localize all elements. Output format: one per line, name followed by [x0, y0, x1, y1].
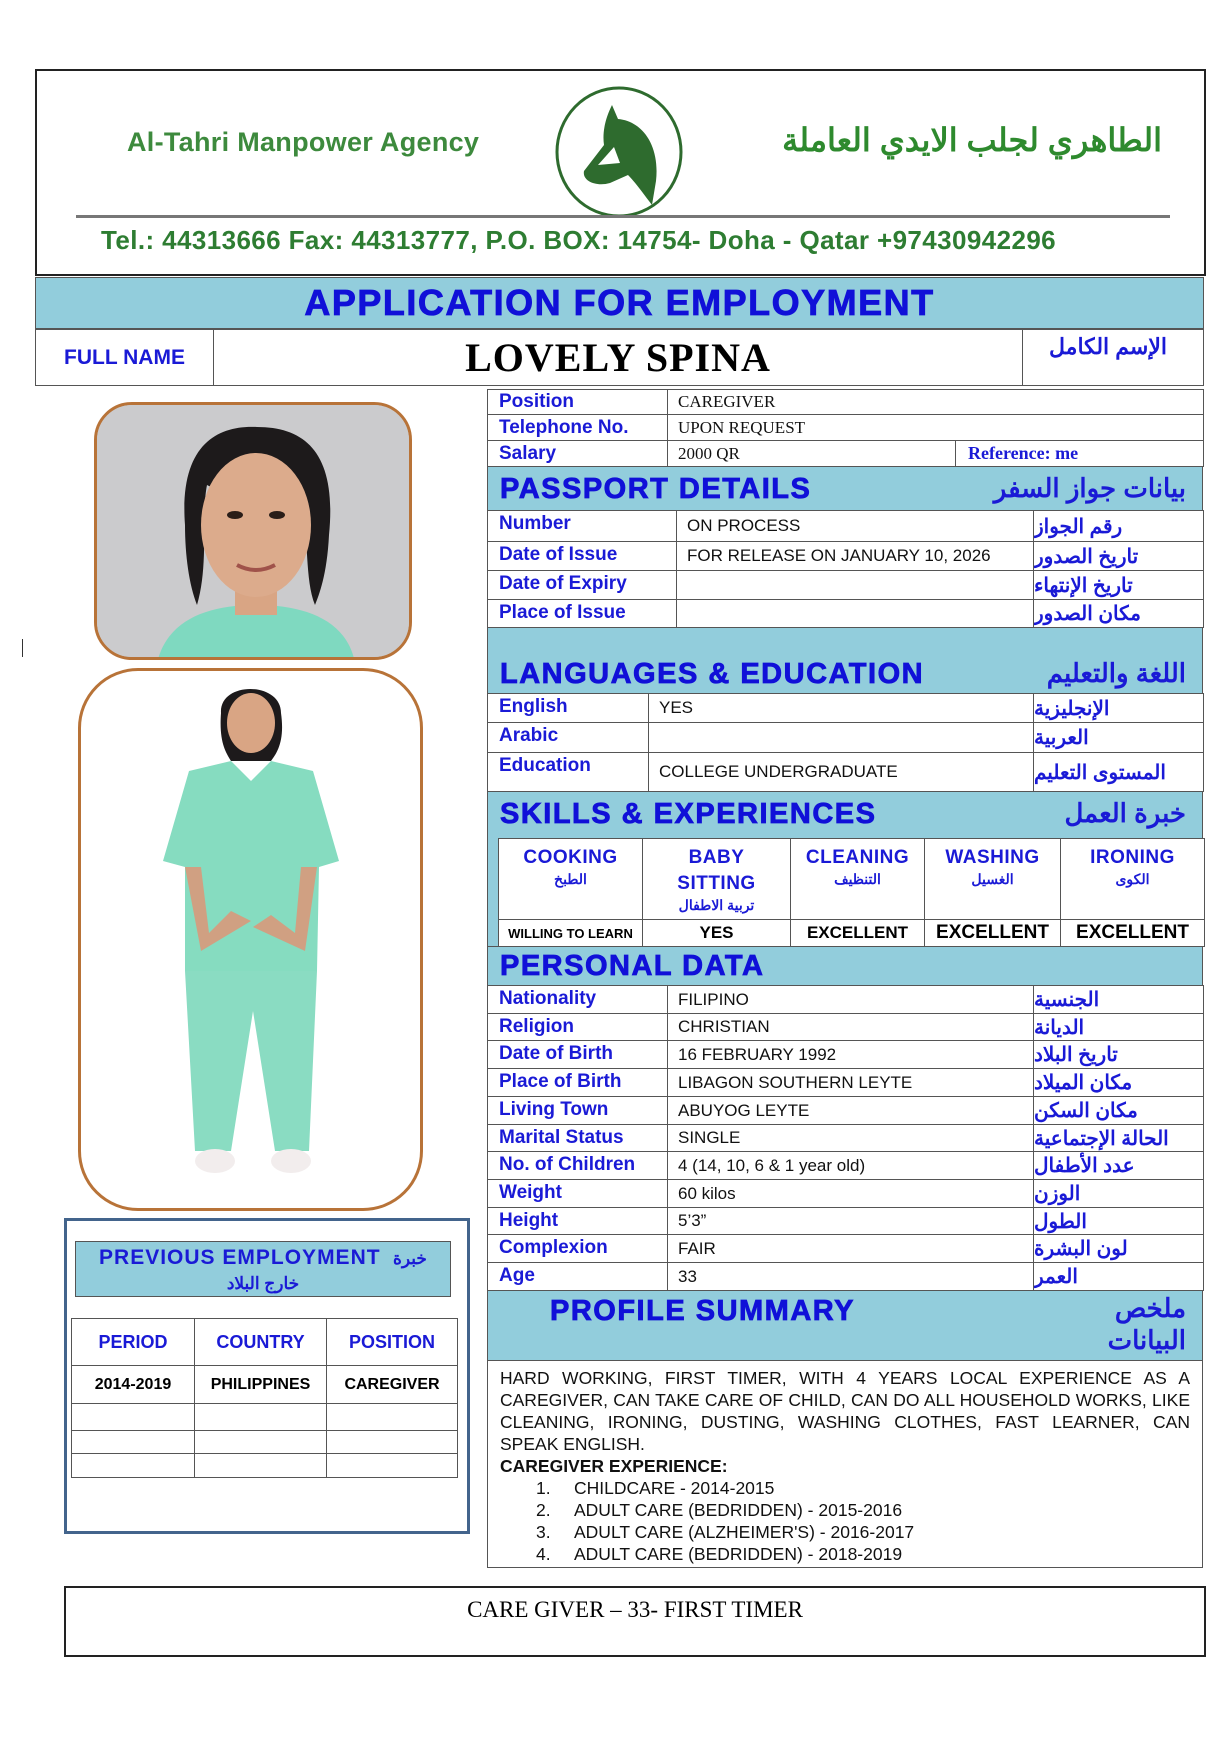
letterhead	[35, 69, 1206, 276]
field-value	[676, 599, 1034, 628]
profile-text-text: HARD WORKING, FIRST TIMER, WITH 4 YEARS LOCAL EXPERIENCE AS A CAREGIVER, CAN TAKE CARE OF CHILD, CAN DO ALL HOUSEHOLD WORKS, LIKE CLEANING, IRONING, DUSTING, WASHING CLOTHES, FAST LEARNER, CAN SPEAK ENGLISH.	[500, 1368, 1190, 1454]
previous-employment-title-ar-1: خبرة	[393, 1249, 427, 1268]
field-label-text: Salary	[499, 442, 557, 464]
profile-text	[500, 1367, 1190, 1455]
table-cell	[194, 1430, 327, 1454]
skills-header-title-ar	[1064, 798, 1196, 829]
field-label-text: Education	[499, 755, 591, 776]
field-value-text: 60 kilos	[678, 1183, 736, 1203]
field-value-text: CAREGIVER	[678, 392, 776, 411]
field-label	[487, 722, 649, 753]
table-cell	[194, 1453, 327, 1478]
previous-employment-header	[75, 1241, 451, 1297]
field-value-text: FOR RELEASE ON JANUARY 10, 2026	[687, 546, 991, 565]
field-value-text: SINGLE	[678, 1128, 741, 1147]
footer-summary: CARE GIVER – 33- FIRST TIMER	[467, 1597, 803, 1622]
column-header	[326, 1318, 458, 1366]
field-label-ar	[1033, 1207, 1204, 1235]
field-label-ar	[1033, 1179, 1204, 1208]
skill-level-text: EXCELLENT	[936, 922, 1049, 943]
skill-4	[1060, 838, 1205, 920]
experience-number: 3.	[536, 1522, 551, 1542]
field-label-ar	[1033, 693, 1204, 723]
skill-name	[793, 845, 923, 871]
skill-level-text: WILLING TO LEARN	[508, 925, 633, 941]
skills-header-title-ar-text: خبرة العمل	[1064, 798, 1186, 828]
table-cell	[71, 1365, 195, 1404]
skill-level-text: EXCELLENT	[806, 923, 909, 942]
table-cell-text: CAREGIVER	[344, 1375, 440, 1393]
skill-2	[790, 838, 925, 920]
field-label	[487, 389, 668, 415]
field-label-ar-text: رقم الجواز	[1034, 515, 1123, 538]
skill-name-ar-text: الطبخ	[554, 871, 587, 887]
field-value	[667, 389, 1204, 415]
field-label	[487, 693, 649, 723]
field-value	[667, 1179, 1034, 1208]
field-label-text: Number	[499, 513, 571, 534]
languages-header-title	[500, 658, 924, 691]
column-header	[194, 1318, 327, 1366]
field-value-text: 2000 QR	[678, 443, 740, 463]
experience-item	[500, 1499, 1190, 1521]
field-label	[487, 440, 668, 467]
profile-title-ar-1	[1115, 1293, 1196, 1324]
field-label	[487, 1068, 668, 1097]
skills-header-title-text: SKILLS & EXPERIENCES	[500, 798, 877, 830]
horse-logo	[552, 85, 686, 219]
field-value-text: 5’3”	[678, 1211, 707, 1230]
field-value-text: 4 (14, 10, 6 & 1 year old)	[678, 1155, 866, 1175]
field-label-ar	[1033, 1068, 1204, 1097]
skill-name	[677, 845, 757, 897]
field-label-ar	[1033, 1040, 1204, 1069]
field-value-text: CHRISTIAN	[678, 1017, 770, 1036]
field-label	[487, 1096, 668, 1125]
field-label-text: No. of Children	[499, 1154, 636, 1175]
table-cell	[326, 1365, 458, 1404]
passport-header-title-ar-text: بيانات جواز السفر	[993, 473, 1186, 503]
skills-header	[487, 791, 1203, 839]
field-label-text: Religion	[499, 1016, 574, 1037]
field-label-ar	[1033, 599, 1204, 628]
previous-employment-panel	[64, 1218, 470, 1534]
field-label-text: Arabic	[499, 725, 559, 746]
agency-name-ar: الطاهري لجلب الايدي العاملة	[782, 122, 1162, 158]
field-label-ar-text: المستوى التعليم	[1034, 761, 1166, 784]
full-name-label: FULL NAME	[64, 345, 185, 369]
field-value	[667, 1207, 1034, 1235]
table-cell	[326, 1430, 458, 1454]
experience-item	[500, 1521, 1190, 1543]
field-value-text: LIBAGON SOUTHERN LEYTE	[678, 1072, 913, 1092]
table-cell	[194, 1403, 327, 1431]
skill-level	[790, 919, 925, 947]
field-label-text: Age	[499, 1265, 535, 1286]
skill-name-text: WASHING	[945, 847, 1040, 868]
experience-item	[500, 1477, 1190, 1499]
experience-item	[500, 1543, 1190, 1565]
field-label	[487, 570, 677, 600]
skill-name-ar	[679, 897, 755, 914]
field-value-text: UPON REQUEST	[678, 417, 806, 437]
field-value	[676, 510, 1034, 542]
table-cell	[71, 1403, 195, 1431]
field-label-text: English	[499, 696, 568, 717]
experience-text: ADULT CARE (BEDRIDDEN) - 2015-2016	[574, 1500, 903, 1520]
table-cell-text: PHILIPPINES	[210, 1375, 311, 1393]
skill-1	[642, 838, 791, 920]
reference-value	[955, 440, 1204, 467]
field-value	[667, 440, 956, 467]
field-label-ar	[1033, 1096, 1204, 1125]
field-label-ar	[1033, 1234, 1204, 1263]
field-value-text: FAIR	[678, 1238, 716, 1258]
skill-0	[498, 838, 643, 920]
skill-level	[498, 919, 643, 947]
field-label	[487, 1151, 668, 1180]
field-value-text: ABUYOG LEYTE	[678, 1100, 810, 1120]
skill-name-text: COOKING	[523, 847, 618, 868]
divider	[76, 215, 1170, 218]
field-value-text: ON PROCESS	[687, 516, 801, 535]
field-label-text: Height	[499, 1210, 559, 1231]
skill-name-text: CLEANING	[805, 847, 910, 868]
field-value-text: 16 FEBRUARY 1992	[678, 1044, 837, 1064]
skill-name	[506, 845, 636, 871]
languages-header-title-ar	[1047, 658, 1196, 689]
column-header-text: POSITION	[348, 1331, 435, 1352]
skill-level-text: YES	[699, 923, 734, 942]
field-label	[487, 752, 649, 792]
field-value	[648, 722, 1034, 753]
field-label-ar-text: مكان السكن	[1034, 1100, 1138, 1122]
field-label-text: Date of Birth	[499, 1043, 613, 1064]
field-label-ar-text: الحالة الإجتماعية	[1034, 1127, 1169, 1150]
skill-3	[924, 838, 1061, 920]
field-value-text: FILIPINO	[678, 989, 749, 1009]
field-value	[667, 1124, 1034, 1152]
skill-level	[924, 919, 1061, 947]
field-label	[487, 1207, 668, 1235]
field-label-ar-text: الوزن	[1034, 1183, 1081, 1205]
skill-level	[642, 919, 791, 947]
field-label-ar-text: تاريخ الإنتهاء	[1034, 574, 1133, 597]
passport-header	[487, 466, 1203, 511]
experience-number: 2.	[536, 1500, 551, 1520]
field-label	[487, 1040, 668, 1069]
form-title-bar	[35, 277, 1204, 329]
cursor-mark	[22, 639, 23, 657]
field-label-text: Position	[499, 391, 574, 412]
languages-header-title-ar-text: اللغة والتعليم	[1046, 658, 1186, 688]
field-label-ar-text: العمر	[1034, 1266, 1078, 1288]
field-value	[667, 1262, 1034, 1291]
field-label-ar-text: الديانة	[1034, 1016, 1085, 1039]
skill-name	[1068, 845, 1198, 871]
personal-header	[487, 946, 1203, 986]
footer-box	[64, 1586, 1206, 1657]
field-label-ar	[1033, 570, 1204, 600]
profile-box	[487, 1360, 1203, 1568]
skill-name-ar	[834, 871, 881, 888]
field-label-text: Place of Issue	[499, 602, 626, 623]
field-label-ar	[1033, 1262, 1204, 1291]
experience-text: ADULT CARE (ALZHEIMER'S) - 2016-2017	[574, 1522, 915, 1542]
field-label-text: Living Town	[499, 1099, 609, 1120]
skill-name-ar-text: الكوى	[1115, 871, 1150, 887]
profile-title-text: PROFILE SUMMARY	[550, 1295, 855, 1327]
field-value	[667, 1096, 1034, 1125]
skill-name-ar-text: الغسيل	[971, 871, 1014, 887]
field-label	[487, 414, 668, 441]
field-value	[667, 1234, 1034, 1263]
field-value	[676, 570, 1034, 600]
full-name-label-cell	[35, 329, 214, 386]
skill-name-ar-text: التنظيف	[834, 871, 881, 887]
profile-title-ar-1-text: ملخص	[1114, 1293, 1186, 1323]
skill-name-text: BABY SITTING	[677, 847, 756, 894]
passport-header-title-text: PASSPORT DETAILS	[500, 473, 812, 505]
field-value	[648, 752, 1034, 792]
field-label	[487, 1013, 668, 1041]
column-header-text: COUNTRY	[216, 1331, 305, 1352]
profile-header	[487, 1290, 1203, 1361]
table-cell	[326, 1453, 458, 1478]
field-label	[487, 1179, 668, 1208]
field-label-ar-text: الجنسية	[1034, 989, 1100, 1011]
experience-number: 1.	[536, 1478, 551, 1498]
table-cell	[326, 1403, 458, 1431]
field-value	[667, 414, 1204, 441]
field-label	[487, 1234, 668, 1263]
experience-text: ADULT CARE (BEDRIDDEN) - 2018-2019	[574, 1544, 903, 1564]
full-body-photo	[78, 668, 423, 1211]
field-label	[487, 1262, 668, 1291]
field-label-text: Date of Expiry	[499, 573, 627, 594]
field-label-ar	[1033, 1124, 1204, 1152]
passport-header-title-ar	[994, 473, 1196, 504]
field-label-ar-text: تاريخ البلاد	[1034, 1044, 1118, 1066]
passport-header-title	[500, 473, 811, 506]
full-name-label-ar: الإسم الكامل	[1049, 334, 1167, 359]
experience-number: 4.	[536, 1544, 551, 1564]
field-label-text: Complexion	[499, 1237, 608, 1258]
profile-title	[550, 1295, 855, 1328]
field-label-ar-text: مكان الصدور	[1034, 603, 1141, 625]
languages-header	[487, 627, 1203, 694]
field-label-ar	[1033, 510, 1204, 542]
personal-header-title	[500, 950, 764, 983]
field-value	[667, 985, 1034, 1014]
field-value-text: 33	[678, 1266, 697, 1286]
column-header-text: PERIOD	[98, 1331, 168, 1352]
full-name-ar-cell	[1022, 329, 1204, 386]
field-label	[487, 541, 677, 571]
previous-employment-title: PREVIOUS EMPLOYMENT	[99, 1246, 381, 1269]
field-label	[487, 985, 668, 1014]
skill-level-text: EXCELLENT	[1076, 922, 1189, 943]
field-value-text: COLLEGE UNDERGRADUATE	[659, 762, 898, 781]
form-title: APPLICATION FOR EMPLOYMENT	[304, 282, 935, 323]
skill-name-ar	[554, 871, 587, 888]
previous-employment-title-ar-2: خارج البلاد	[226, 1274, 300, 1293]
field-label-ar	[1033, 752, 1204, 792]
field-label	[487, 599, 677, 628]
field-label-ar-text: لون البشرة	[1034, 1238, 1128, 1260]
field-label-ar-text: عدد الأطفال	[1034, 1155, 1135, 1177]
field-label-text: Weight	[499, 1182, 562, 1203]
full-name-value-cell	[213, 329, 1023, 386]
experience-text: CHILDCARE - 2014-2015	[574, 1478, 775, 1498]
field-label-text: Date of Issue	[499, 544, 618, 565]
skill-name-ar-text: تربية الاطفال	[678, 897, 755, 913]
field-label-text: Marital Status	[499, 1127, 624, 1148]
field-label-text: Telephone No.	[499, 416, 629, 438]
field-value	[667, 1151, 1034, 1180]
table-cell	[71, 1430, 195, 1454]
skill-name	[928, 845, 1058, 871]
field-label-ar	[1033, 1013, 1204, 1041]
languages-header-title-text: LANGUAGES & EDUCATION	[500, 658, 925, 690]
field-label	[487, 510, 677, 542]
field-label-ar	[1033, 1151, 1204, 1180]
experience-title-text: CAREGIVER EXPERIENCE:	[500, 1456, 728, 1476]
field-label-ar-text: تاريخ الصدور	[1034, 545, 1139, 568]
contact-line: Tel.: 44313666 Fax: 44313777, P.O. BOX: 14754- Doha - Qatar +97430942296	[101, 225, 1057, 255]
column-header	[71, 1318, 195, 1366]
field-label-text: Nationality	[499, 988, 597, 1009]
full-name-value: LOVELY SPINA	[465, 335, 771, 380]
skill-name-ar	[971, 871, 1013, 888]
field-value	[667, 1013, 1034, 1041]
field-value-text: YES	[659, 698, 694, 717]
field-label-ar-text: الإنجليزية	[1034, 697, 1110, 720]
field-label-ar-text: مكان الميلاد	[1034, 1072, 1133, 1094]
skill-level	[1060, 919, 1205, 947]
table-cell	[71, 1453, 195, 1478]
field-value	[667, 1068, 1034, 1097]
personal-header-title-text: PERSONAL DATA	[500, 950, 765, 982]
table-cell-text: 2014-2019	[94, 1375, 172, 1393]
field-label	[487, 1124, 668, 1152]
agency-name-en: Al-Tahri Manpower Agency	[127, 127, 480, 157]
field-label-text: Place of Birth	[499, 1071, 622, 1092]
field-value	[676, 541, 1034, 571]
profile-title-ar-2-text: البيانات	[1107, 1325, 1186, 1355]
field-value	[667, 1040, 1034, 1069]
field-value	[648, 693, 1034, 723]
profile-title-ar-2	[1108, 1325, 1196, 1356]
field-label-ar	[1033, 722, 1204, 753]
field-label-ar	[1033, 985, 1204, 1014]
skills-header-title	[500, 798, 876, 831]
skill-name-ar	[1115, 871, 1149, 888]
table-cell	[194, 1365, 327, 1404]
reference-value-text: Reference: me	[968, 443, 1079, 463]
field-label-ar-text: الطول	[1034, 1210, 1087, 1233]
portrait-photo	[94, 402, 412, 660]
skill-name-text: IRONING	[1090, 847, 1175, 868]
experience-title	[500, 1455, 1190, 1477]
field-label-ar	[1033, 541, 1204, 571]
field-label-ar-text: العربية	[1034, 727, 1089, 749]
